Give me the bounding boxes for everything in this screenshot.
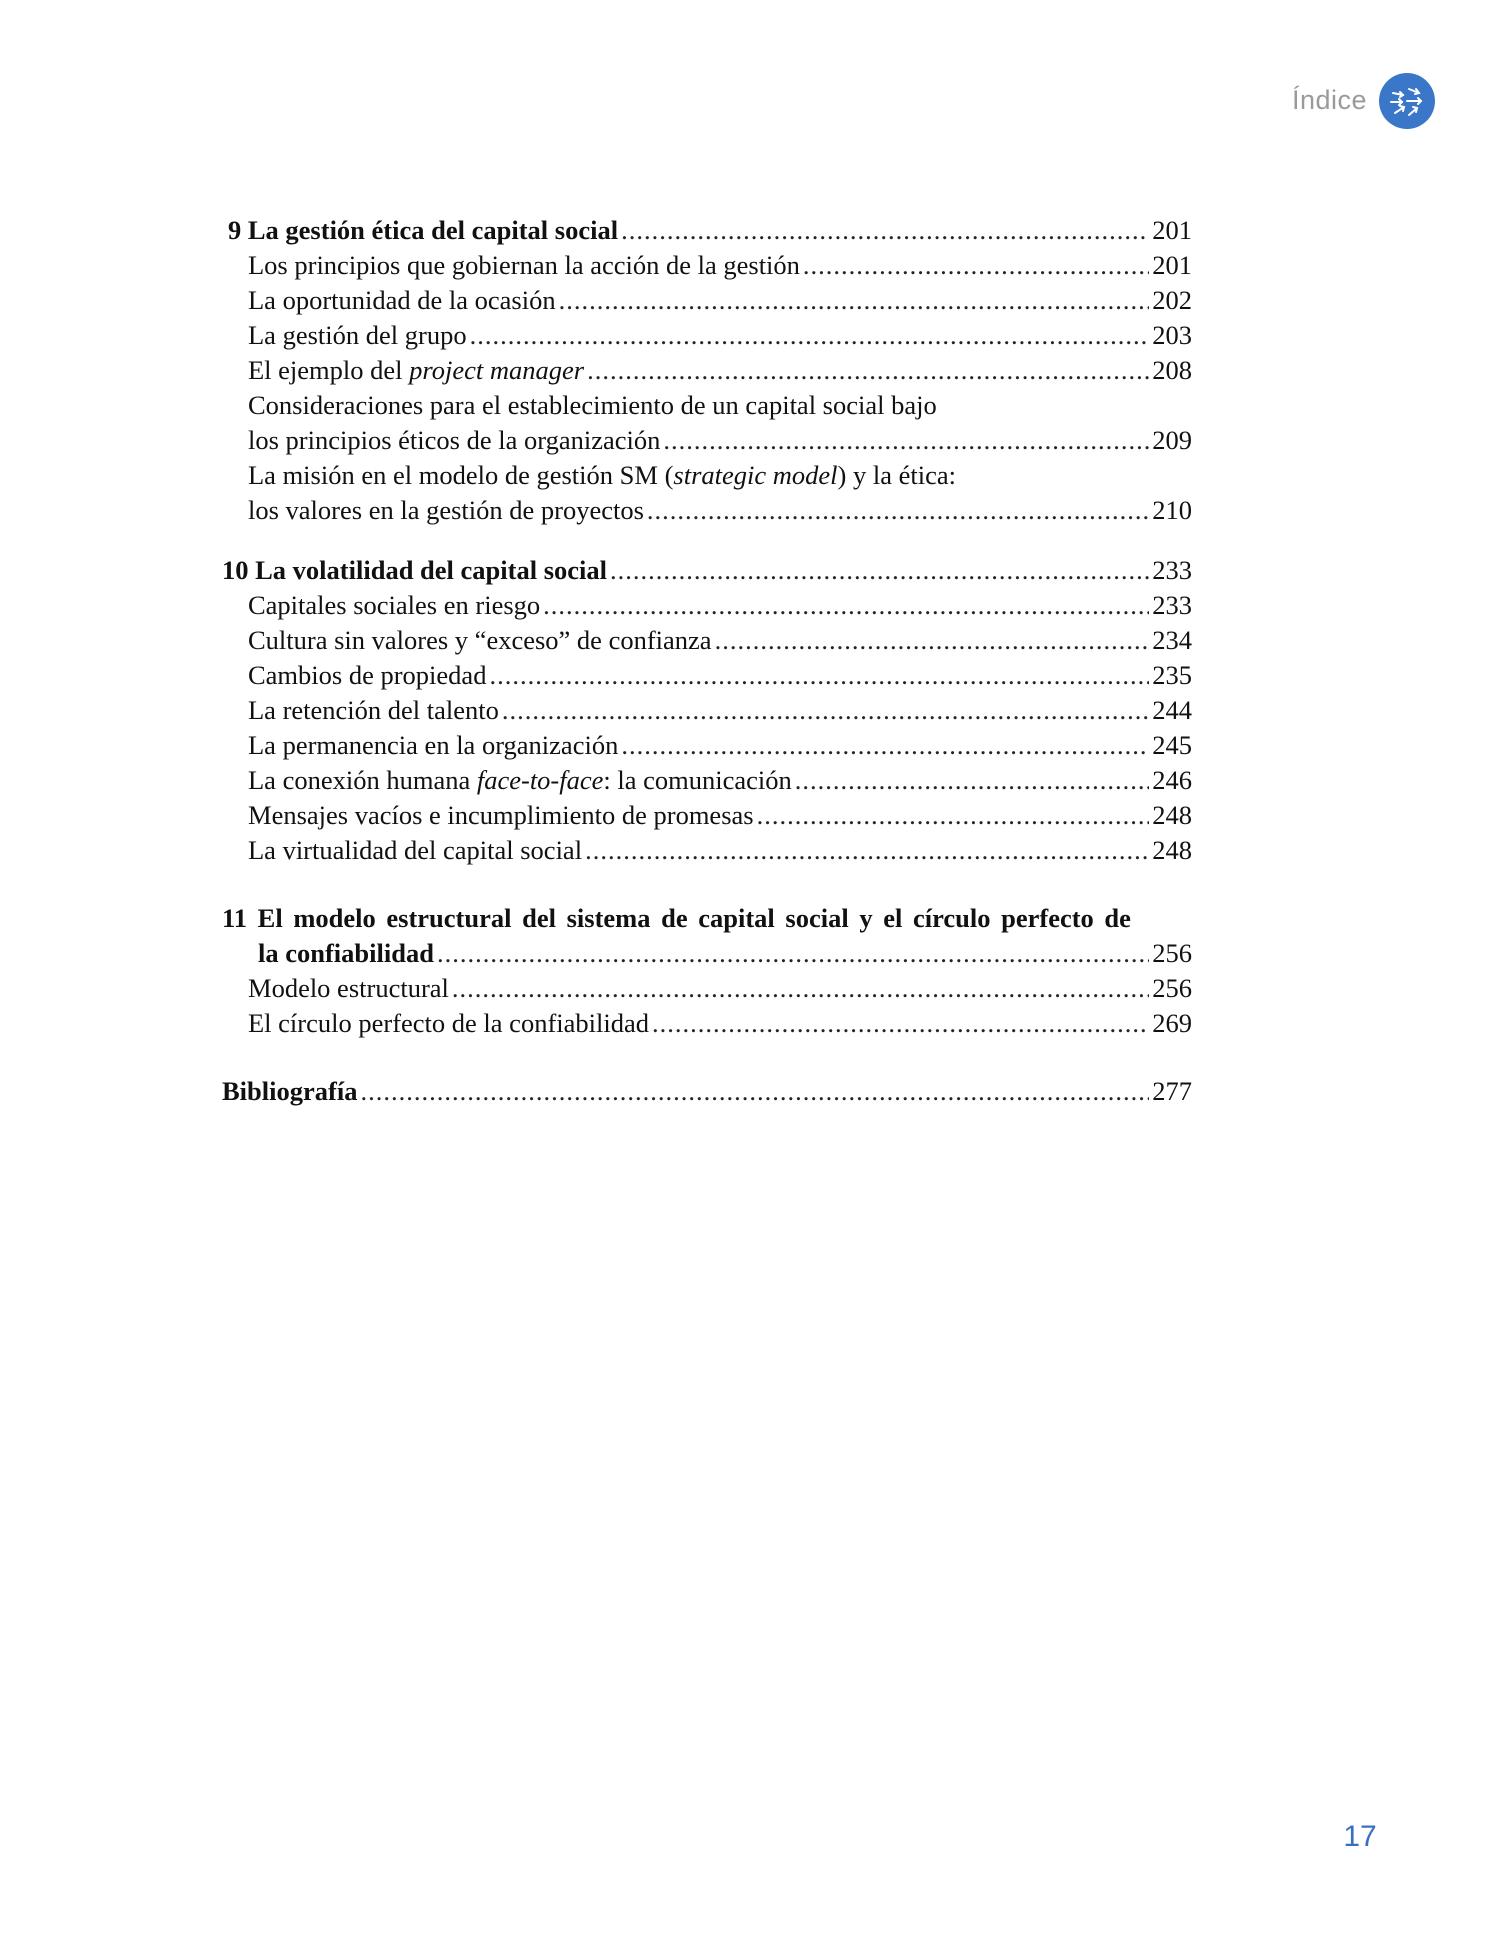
entry-title: La permanencia en la organización [248, 730, 619, 760]
page-ref: 210 [1152, 495, 1192, 525]
toc-entry[interactable] [222, 798, 1192, 833]
dot-leader [587, 353, 1149, 388]
dot-leader [757, 798, 1150, 833]
dot-leader [452, 971, 1149, 1006]
page-ref: 246 [1152, 765, 1192, 795]
page-ref: 208 [1152, 355, 1192, 385]
toc-entry[interactable] [222, 728, 1192, 763]
toc-entry[interactable] [222, 693, 1192, 728]
page-ref: 244 [1152, 695, 1192, 725]
entry-title: los principios éticos de la organización [248, 425, 661, 455]
page-ref: 269 [1152, 1008, 1192, 1038]
dot-leader [360, 1074, 1149, 1109]
arrows-circle-logo-icon [1379, 73, 1435, 129]
chapter-title: 9 La gestión ética del capital social [228, 215, 619, 245]
dot-leader [795, 763, 1149, 798]
page-header [1265, 68, 1435, 133]
toc-entry[interactable] [222, 833, 1192, 868]
entry-title: La virtualidad del capital social [248, 835, 583, 865]
page-ref: 209 [1152, 425, 1192, 455]
entry-title: La gestión del grupo [248, 320, 467, 350]
page-ref: 248 [1152, 835, 1192, 865]
entry-title: Mensajes vacíos e incumplimiento de promesas [248, 800, 754, 830]
toc-entry[interactable] [222, 283, 1192, 318]
toc-bibliography[interactable] [222, 1074, 1192, 1109]
page-ref: 235 [1152, 660, 1192, 690]
dot-leader [470, 318, 1150, 353]
page-number: 17 [1343, 1820, 1377, 1853]
toc-chapter-9[interactable] [222, 213, 1192, 248]
dot-leader [647, 493, 1149, 528]
entry-title-text: La conexión humana [248, 765, 477, 795]
toc-entry[interactable] [222, 1006, 1192, 1041]
dot-leader [489, 658, 1149, 693]
dot-leader [543, 588, 1149, 623]
entry-title: los valores en la gestión de proyectos [248, 495, 644, 525]
entry-title-text: La misión en el modelo de gestión SM ( [248, 460, 674, 490]
entry-title: Cambios de propiedad [248, 660, 487, 690]
page-ref: 233 [1152, 555, 1192, 585]
page-ref: 256 [1152, 938, 1192, 968]
entry-title-line1: Consideraciones para el establecimiento de un capital social bajo [248, 390, 937, 420]
entry-title: El círculo perfecto de la confiabilidad [248, 1008, 649, 1038]
entry-title-italic: face-to-face [476, 765, 604, 795]
entry-title: Modelo estructural [248, 973, 449, 1003]
dot-leader [585, 833, 1149, 868]
chapter-title: la confiabilidad [258, 938, 434, 968]
toc-entry[interactable] [222, 971, 1192, 1006]
toc-entry[interactable] [222, 763, 1192, 798]
entry-title: La oportunidad de la ocasión [248, 285, 556, 315]
page-ref: 233 [1152, 590, 1192, 620]
dot-leader [621, 213, 1149, 248]
toc-entry[interactable] [222, 493, 1192, 528]
toc-entry[interactable] [222, 353, 1192, 388]
entry-title [248, 353, 584, 388]
entry-title [248, 763, 792, 798]
page-ref: 201 [1152, 250, 1192, 280]
entry-title-italic: strategic model [673, 460, 838, 490]
toc-entry[interactable] [222, 623, 1192, 658]
page-ref: 277 [1152, 1076, 1192, 1106]
dot-leader [663, 423, 1149, 458]
toc-chapter-11[interactable] [222, 936, 1192, 971]
entry-title: Capitales sociales en riesgo [248, 590, 541, 620]
section-label: Índice [1291, 85, 1367, 115]
page-ref: 201 [1152, 215, 1192, 245]
dot-leader [652, 1006, 1149, 1041]
page-ref: 234 [1152, 625, 1192, 655]
entry-title-text: : la comunicación [603, 765, 792, 795]
entry-title: Cultura sin valores y “exceso” de confianza [248, 625, 712, 655]
entry-title-text: ) y la ética: [837, 460, 956, 490]
bibliography-title: Bibliografía [222, 1076, 358, 1106]
toc-entry[interactable] [222, 423, 1192, 458]
dot-leader [715, 623, 1150, 658]
toc-entry[interactable] [222, 658, 1192, 693]
toc-entry[interactable] [222, 318, 1192, 353]
dot-leader [803, 248, 1149, 283]
page-ref: 203 [1152, 320, 1192, 350]
dot-leader [610, 553, 1149, 588]
dot-leader [621, 728, 1149, 763]
table-of-contents [222, 213, 1192, 1109]
dot-leader [502, 693, 1149, 728]
page-ref: 245 [1152, 730, 1192, 760]
entry-title-line1 [222, 458, 1192, 493]
toc-entry[interactable] [222, 248, 1192, 283]
toc-entry[interactable] [222, 588, 1192, 623]
toc-chapter-10[interactable] [222, 553, 1192, 588]
chapter-11-title-line1[interactable]: 11 El modelo estructural del sistema de capital social y el círculo perfecto de [222, 903, 1131, 933]
page-ref: 256 [1152, 973, 1192, 1003]
page-ref: 202 [1152, 285, 1192, 315]
dot-leader [559, 283, 1150, 318]
entry-title: La retención del talento [248, 695, 499, 725]
entry-title-text: El ejemplo del [248, 355, 410, 385]
entry-title: Los principios que gobiernan la acción de la gestión [248, 250, 800, 280]
chapter-title: 10 La volatilidad del capital social [222, 555, 608, 585]
page-ref: 248 [1152, 800, 1192, 830]
entry-title-italic: project manager [409, 355, 585, 385]
dot-leader [437, 936, 1149, 971]
